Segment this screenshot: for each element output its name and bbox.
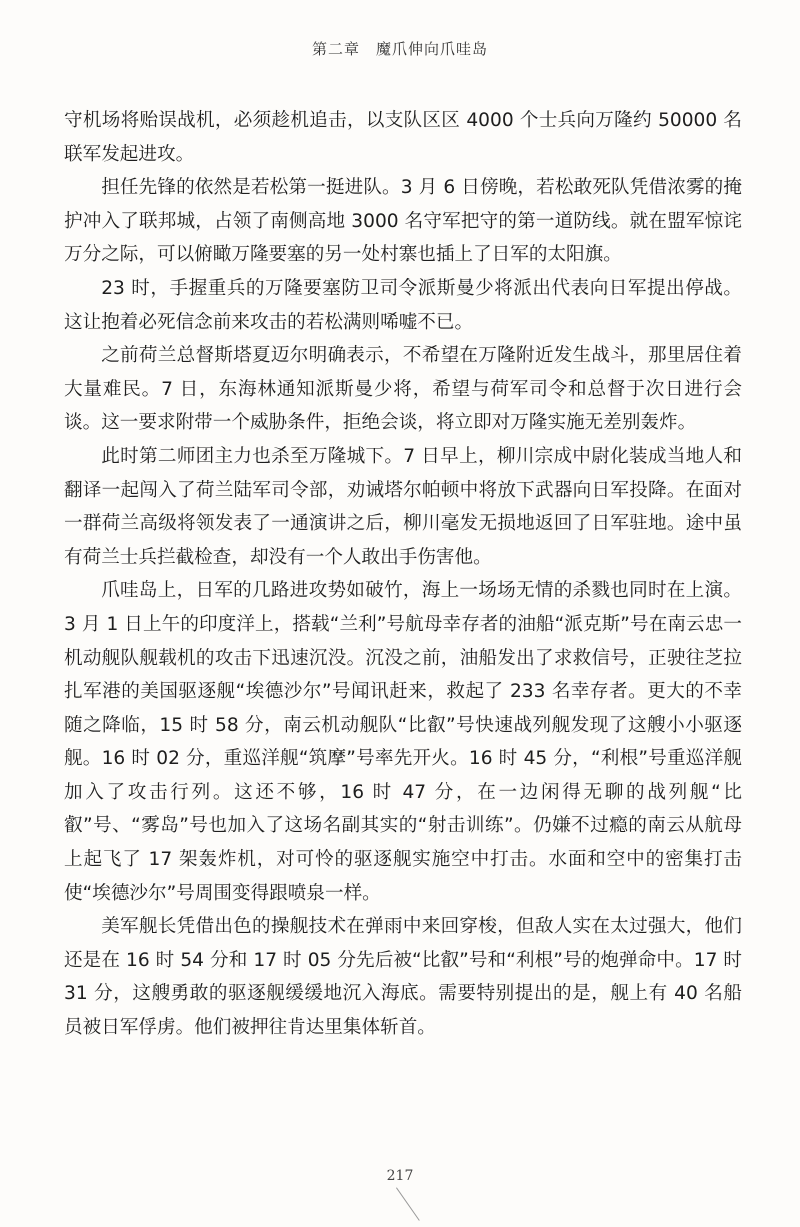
paragraph: 守机场将贻误战机，必须趁机追击，以支队区区 4000 个士兵向万隆约 50000 名联军发起进攻。 [64, 110, 742, 165]
body-text [64, 104, 742, 1045]
running-header [0, 38, 800, 59]
paragraph: 爪哇岛上，日军的几路进攻势如破竹，海上一场场无情的杀戮也同时在上演。3 月 1 日上午的印度洋上，搭载“兰利”号航母幸存者的油船“派克斯”号在南云忠一机动舰队舰载机的攻击下迅速沉没。沉没之前，油船发出了求救信号，正驶往芝拉扎军港的美国驱逐舰“埃德沙尔”号闻讯赶来，救起了 233 名幸存者。更大的不幸随之降临，15 时 58 分，南云机动舰队“比叡”号快速战列舰发现了这艘小小驱逐舰。16 时 02 分，重巡洋舰“筑摩”号率先开火。16 时 45 分，“利根”号重巡洋舰加入了攻击行列。这还不够，16 时 47 分，在一边闲得无聊的战列舰“比叡”号、“雾岛”号也加入了这场名副其实的“射击训练”。仍嫌不过瘾的南云从航母上起飞了 17 架轰炸机，对可怜的驱逐舰实施空中打击。水面和空中的密集打击使“埃德沙尔”号周围变得跟喷泉一样。 [64, 580, 742, 904]
crop-mark [396, 1187, 420, 1220]
chapter-title: 魔爪伸向爪哇岛 [376, 40, 489, 58]
paragraph: 美军舰长凭借出色的操舰技术在弹雨中来回穿梭，但敌人实在太过强大，他们还是在 16 时 54 分和 17 时 05 分先后被“比叡”号和“利根”号的炮弹命中。17 时 31 分，这艘勇敢的驱逐舰缓缓地沉入海底。需要特别提出的是，舰上有 40 名船员被日军俘虏。他们被押往肯达里集体斩首。 [64, 916, 742, 1039]
chapter-number: 第二章 [311, 40, 360, 58]
paragraph: 之前荷兰总督斯塔夏迈尔明确表示，不希望在万隆附近发生战斗，那里居住着大量难民。7 日，东海林通知派斯曼少将，希望与荷军司令和总督于次日进行会谈。这一要求附带一个威胁条件，拒绝会谈，将立即对万隆实施无差别轰炸。 [64, 345, 742, 434]
paragraph: 23 时，手握重兵的万隆要塞防卫司令派斯曼少将派出代表向日军提出停战。这让抱着必死信念前来攻击的若松满则唏嘘不已。 [64, 277, 742, 333]
paragraph: 此时第二师团主力也杀至万隆城下。7 日早上，柳川宗成中尉化装成当地人和翻译一起闯入了荷兰陆军司令部，劝诫塔尔帕顿中将放下武器向日军投降。在面对一群荷兰高级将领发表了一通演讲之后，柳川毫发无损地返回了日军驻地。途中虽有荷兰士兵拦截检查，却没有一个人敢出手伤害他。 [64, 445, 742, 568]
paragraph: 担任先锋的依然是若松第一挺进队。3 月 6 日傍晚，若松敢死队凭借浓雾的掩护冲入了联邦城，占领了南侧高地 3000 名守军把守的第一道防线。就在盟军惊诧万分之际，可以俯瞰万隆要塞的另一处村寨也插上了日军的太阳旗。 [64, 177, 742, 266]
page-number: 217 [386, 1168, 414, 1184]
